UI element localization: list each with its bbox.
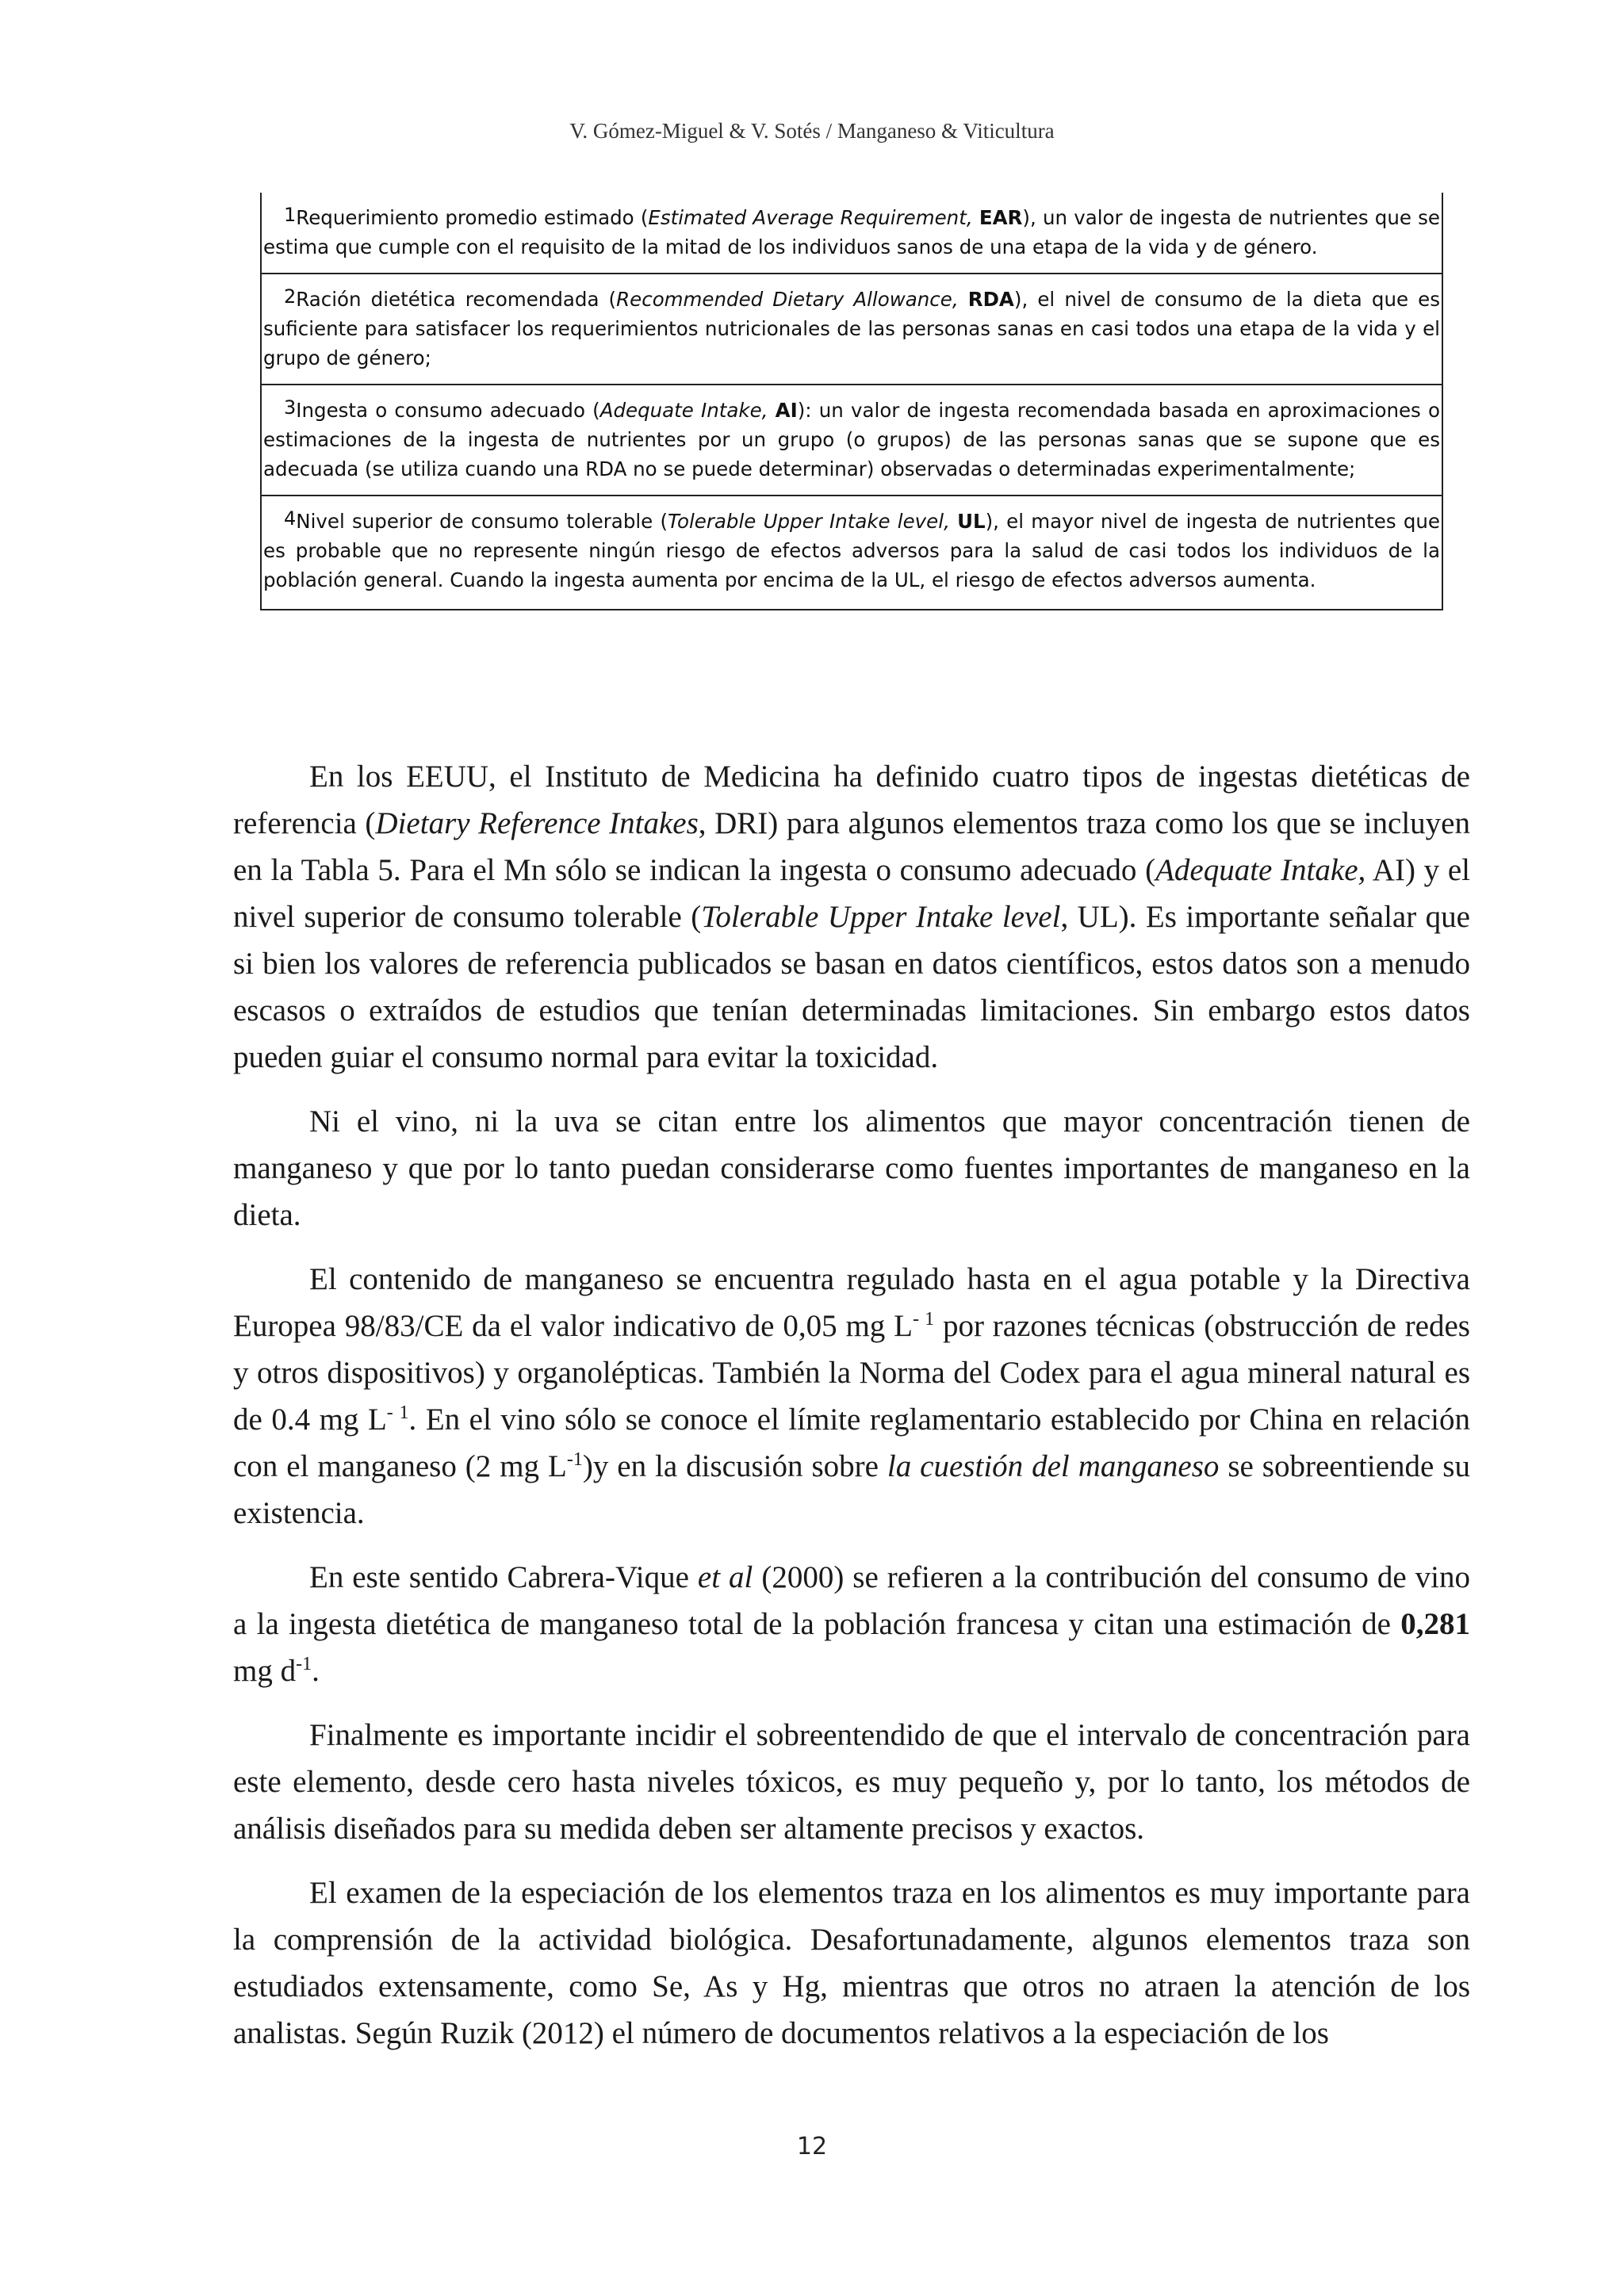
body-text — [233, 753, 1470, 2074]
paragraph-precision: Finalmente es importante incidir el sobreentendido de que el intervalo de concentración para este elemento, desde cero hasta niveles tóxicos, es muy pequeño y, por lo tanto, los métodos de análisis diseñados para su medida deben ser altamente precisos y exactos. — [233, 1718, 1470, 1846]
note-rda: 2Ración dietética recomendada (Recommended Dietary Allowance, RDA), el nivel de consumo de la dieta que es suficiente para satisfacer los requerimientos nutricionales de las personas sanas en casi todos una etapa de la vida y el grupo de género; — [260, 274, 1443, 385]
paragraph-wine-sources: Ni el vino, ni la uva se citan entre los alimentos que mayor concentración tienen de manganeso y que por lo tanto puedan considerarse como fuentes importantes de manganeso en la dieta. — [233, 1104, 1470, 1232]
note-number: 3 — [284, 396, 297, 419]
note-ul: 4Nivel superior de consumo tolerable (Tolerable Upper Intake level, UL), el mayor nivel de ingesta de nutrientes que es probable que no represente ningún riesgo de efectos adversos para la salud de casi todos los individuos de la población general. Cuando la ingesta aumenta por encima de la UL, el riesgo de efectos adversos aumenta. — [260, 496, 1443, 610]
note-number: 2 — [284, 285, 297, 308]
note-ai: 3Ingesta o consumo adecuado (Adequate Intake, AI): un valor de ingesta recomendada basada en aproximaciones o estimaciones de la ingesta de nutrientes por un grupo (o grupos) de las personas sanas que se supone que es adecuada (se utiliza cuando una RDA no se puede determinar) observadas o determinadas experimentalmente; — [260, 385, 1443, 496]
paragraph-regulation: El contenido de manganeso se encuentra regulado hasta en el agua potable y la Directiva Europea 98/83/CE da el valor indicativo de 0,05 mg $L^{- 1}$ por razones técnicas (obstrucción de redes y otros dispositivos) y organolépticas. También la Norma del Codex para el agua mineral natural es de 0.4 mg $L^{- 1}$. En el vino sólo se conoce el límite reglamentario establecido por China en relación con el manganeso (2 mg $L^{-1})y$ en la discusión sobre la cuestión del manganeso se sobreentiende su existencia. — [233, 1262, 1470, 1530]
note-number: 1 — [284, 204, 297, 226]
abbreviation: UL — [957, 510, 986, 533]
paragraph-cabrera: En este sentido Cabrera-Vique et al (2000) se refieren a la contribución del consumo de vino a la ingesta dietética de manganeso total de la población francesa y citan una estimación de 0,281 mg $d^{-1}$. — [233, 1560, 1470, 1688]
abbreviation: AI — [775, 399, 798, 422]
abbreviation: RDA — [967, 288, 1014, 311]
page-number: 12 — [796, 2133, 828, 2160]
paragraph-speciation: El examen de la especiación de los elementos traza en los alimentos es muy importante para la comprensión de la actividad biológica. Desafortunadamente, algunos elementos traza son estudiados extensamente, como Se, As y Hg, mientras que otros no atraen la atención de los analistas. Según Ruzik (2012) el número de documentos relativos a la especiación de los — [233, 1876, 1470, 2050]
note-number: 4 — [284, 507, 297, 530]
abbreviation: EAR — [979, 206, 1023, 229]
note-ear: 1Requerimiento promedio estimado (Estimated Average Requirement, EAR), un valor de ingesta de nutrientes que se estima que cumple con el requisito de la mitad de los individuos sanos de una etapa de la vida y de género. — [260, 193, 1443, 274]
running-header: V. Gómez-Miguel & V. Sotés / Manganeso & Viticultura — [569, 119, 1055, 143]
paragraph-dri: En los EEUU, el Instituto de Medicina ha definido cuatro tipos de ingestas dietéticas de referencia (Dietary Reference Intakes, DRI) para algunos elementos traza como los que se incluyen en la Tabla 5. Para el Mn sólo se indican la ingesta o consumo adecuado (Adequate Intake, AI) y el nivel superior de consumo tolerable (Tolerable Upper Intake level, UL). Es importante señalar que si bien los valores de referencia publicados se basan en datos científicos, estos datos son a menudo escasos o extraídos de estudios que tenían determinadas limitaciones. Sin embargo estos datos pueden guiar el consumo normal para evitar la toxicidad. — [233, 760, 1470, 1074]
definitions-box — [260, 193, 1443, 610]
